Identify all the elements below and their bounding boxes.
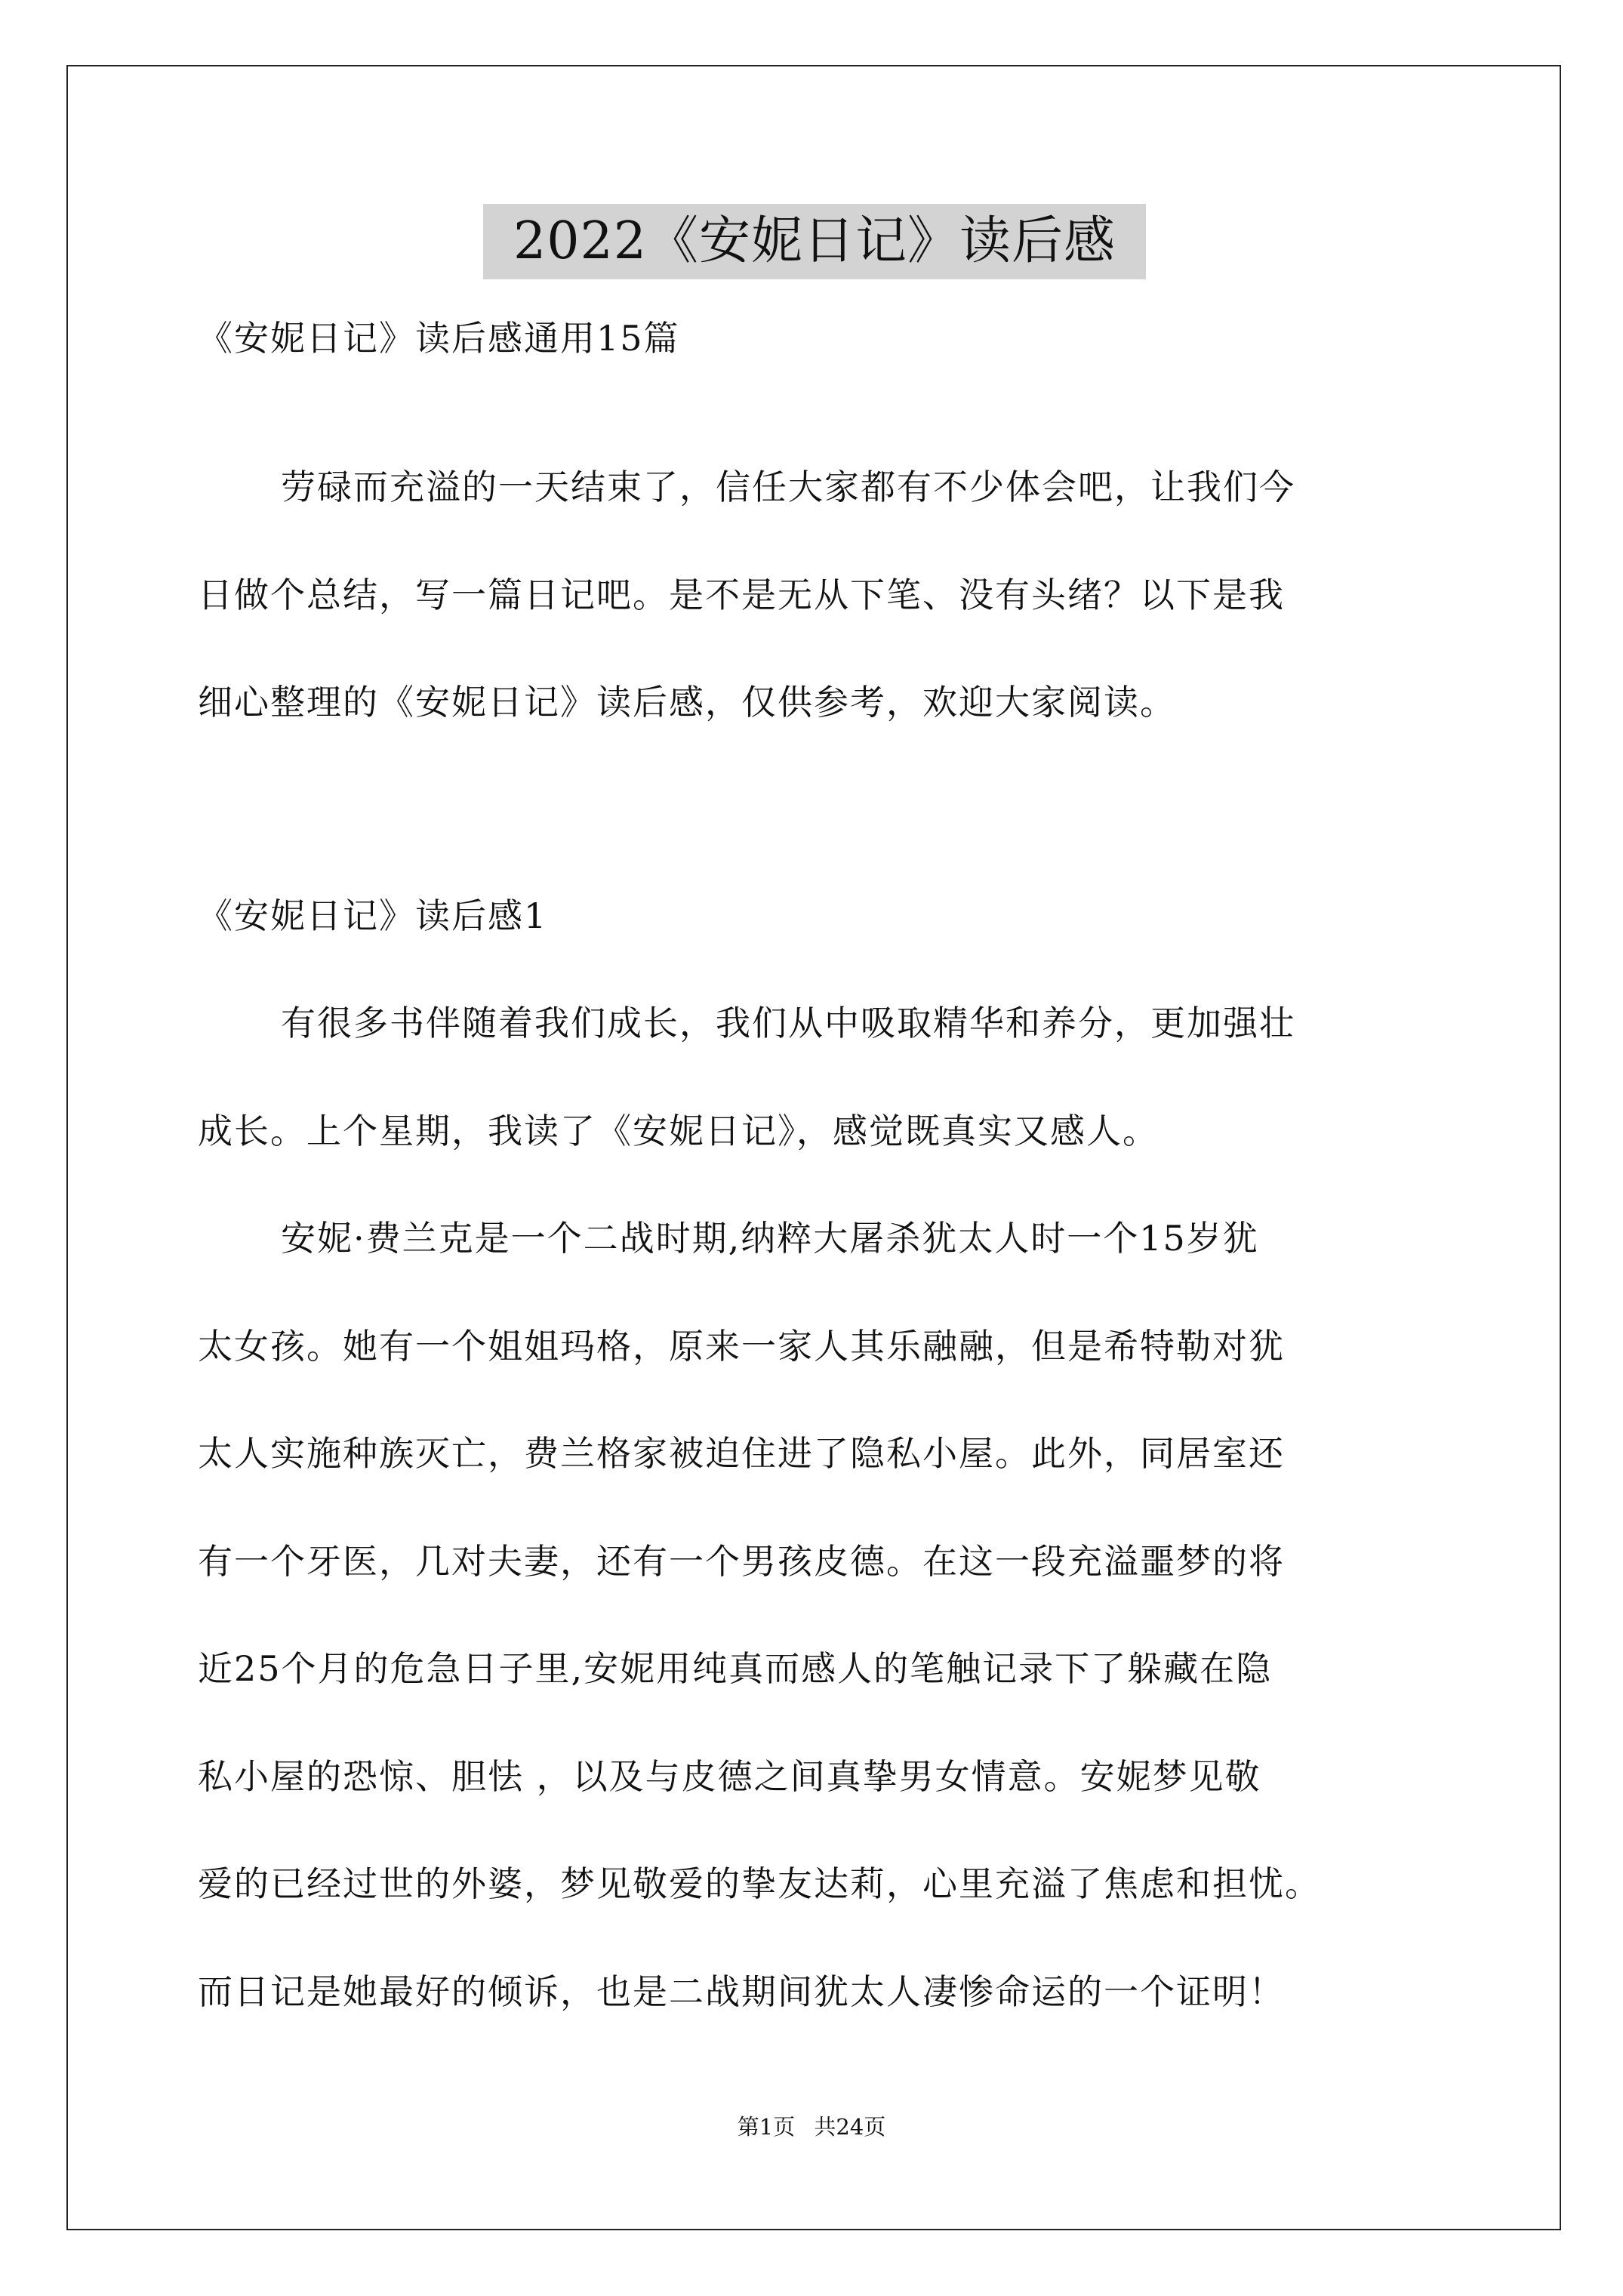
section-heading: 《安妮日记》读后感1	[198, 895, 548, 936]
paragraph-line: 近25个月的危急日子里,安妮用纯真而感人的笔触记录下了躲藏在隐	[198, 1648, 1273, 1689]
intro-line: 日做个总结，写一篇日记吧。是不是无从下笔、没有头绪？以下是我	[198, 575, 1285, 615]
page-total: 共24页	[814, 2114, 886, 2140]
paragraph-line: 而日记是她最好的倾诉，也是二战期间犹太人凄惨命运的一个证明！	[198, 1971, 1285, 2012]
intro-line: 细心整理的《安妮日记》读后感，仅供参考，欢迎大家阅读。	[198, 682, 1176, 723]
document-title: 2022《安妮日记》读后感	[483, 204, 1146, 279]
paragraph-line: 成长。上个星期，我读了《安妮日记》，感觉既真实又感人。	[198, 1111, 1159, 1151]
page-number: 第1页	[737, 2114, 796, 2140]
paragraph-line: 爱的已经过世的外婆，梦见敬爱的挚友达莉，心里充溢了焦虑和担忧。	[198, 1863, 1321, 1904]
intro-line: 劳碌而充溢的一天结束了，信任大家都有不少体会吧，让我们今	[281, 467, 1295, 507]
paragraph-line: 安妮·费兰克是一个二战时期,纳粹大屠杀犹太人时一个15岁犹	[281, 1218, 1259, 1259]
page-footer	[0, 2112, 1623, 2142]
paragraph-line: 私小屋的恐惊、胆怯 ，以及与皮德之间真挚男女情意。安妮梦见敬	[198, 1756, 1261, 1797]
paragraph-line: 有很多书伴随着我们成长，我们从中吸取精华和养分，更加强壮	[281, 1003, 1295, 1043]
paragraph-line: 太女孩。她有一个姐姐玛格，原来一家人其乐融融，但是希特勒对犹	[198, 1326, 1285, 1367]
paragraph-line: 太人实施种族灭亡，费兰格家被迫住进了隐私小屋。此外，同居室还	[198, 1433, 1285, 1474]
paragraph-line: 有一个牙医，几对夫妻，还有一个男孩皮德。在这一段充溢噩梦的将	[198, 1541, 1285, 1582]
document-subtitle: 《安妮日记》读后感通用15篇	[198, 318, 680, 359]
